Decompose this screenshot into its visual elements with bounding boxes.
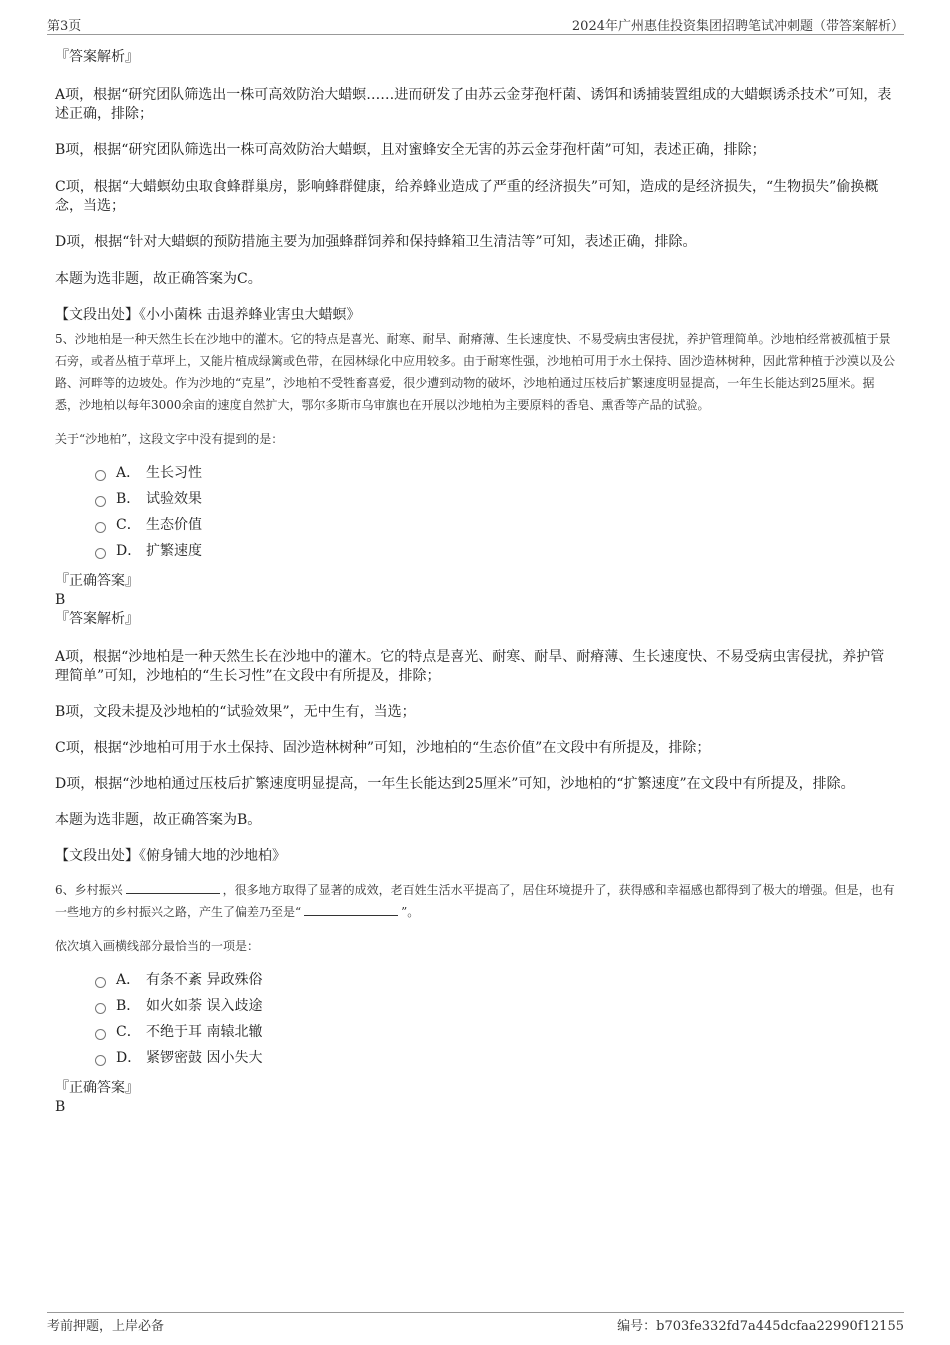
q5-option-d[interactable]: D． 扩繁速度 bbox=[95, 538, 895, 564]
q5-analysis-a: A项，根据“沙地柏是一种天然生长在沙地中的灌木。它的特点是喜光、耐寒、耐旱、耐瘠薄、生长速度快、不易受病虫害侵扰，养护管理简单”可知，沙地柏的“生长习性”在文段中有所提及，排除； bbox=[55, 649, 885, 684]
q6-passage: 6、乡村振兴 ，很多地方取得了显著的成效，老百姓生活水平提高了，居住环境提升了，获得感和幸福感也都得到了极大的增强。但是，也有一些地方的乡村振兴之路，产生了偏差乃至是“ ”。 bbox=[55, 883, 895, 919]
radio-icon[interactable] bbox=[95, 1055, 106, 1066]
q6-question: 依次填入画横线部分最恰当的一项是： bbox=[55, 939, 260, 953]
radio-icon[interactable] bbox=[95, 548, 106, 559]
q4-analysis-d: D项，根据“针对大蜡螟的预防措施主要为加强蜂群饲养和保持蜂箱卫生清洁等”可知，表述正确，排除。 bbox=[55, 234, 697, 250]
q5-passage: 5、沙地柏是一种天然生长在沙地中的灌木。它的特点是喜光、耐寒、耐旱、耐瘠薄、生长速度快、不易受病虫害侵扰，养护管理简单。沙地柏经常被孤植于景石旁，或者丛植于草坪上，又能片植成绿篱或色带，在园林绿化中应用较多。由于耐寒性强，沙地柏可用于水土保持、固沙造林树种，因此常种植于沙漠以及公路、河畔等的边坡处。作为沙地的“克星”，沙地柏不受牲畜喜爱，很少遭到动物的破坏，沙地柏通过压枝后扩繁速度明显提高，一年生长能达到25厘米。据悉，沙地柏以每年3000余亩的速度自然扩大，鄂尔多斯市乌审旗也在开展以沙地柏为主要原料的香皂、熏香等产品的试验。 bbox=[55, 332, 896, 412]
q5-analysis-b: B项，文段未提及沙地柏的“试验效果”，无中生有，当选； bbox=[55, 704, 416, 720]
q5-option-a[interactable]: A． 生长习性 bbox=[95, 460, 895, 486]
radio-icon[interactable] bbox=[95, 1003, 106, 1014]
q6-options bbox=[95, 967, 895, 1071]
q5-question: 关于“沙地柏”，这段文字中没有提到的是： bbox=[55, 432, 284, 446]
page-header bbox=[47, 14, 904, 35]
q6-option-c[interactable]: C． 不绝于耳 南辕北辙 bbox=[95, 1019, 895, 1045]
q4-conclusion: 本题为选非题，故正确答案为C。 bbox=[55, 271, 262, 287]
q6-answer: B bbox=[55, 1099, 66, 1115]
q4-analysis-label: 『答案解析』 bbox=[55, 49, 139, 65]
footer-code: 编号：b703fe332fd7a445dcfaa22990f12155 bbox=[617, 1319, 904, 1334]
q4-analysis-b: B项，根据“研究团队筛选出一株可高效防治大蜡螟，且对蜜蜂安全无害的苏云金芽孢杆菌”可知，表述正确，排除； bbox=[55, 142, 766, 158]
q4-source: 【文段出处】《小小菌株 击退养蜂业害虫大蜡螟》 bbox=[55, 307, 361, 323]
radio-icon[interactable] bbox=[95, 1029, 106, 1040]
radio-icon[interactable] bbox=[95, 977, 106, 988]
document-title: 2024年广州惠佳投资集团招聘笔试冲刺题（带答案解析） bbox=[571, 19, 904, 34]
q5-answer: B bbox=[55, 592, 66, 608]
page-footer bbox=[47, 1312, 904, 1333]
q5-option-c[interactable]: C． 生态价值 bbox=[95, 512, 895, 538]
page-number: 第3页 bbox=[47, 19, 82, 34]
fill-blank-2 bbox=[304, 903, 398, 916]
q5-conclusion: 本题为选非题，故正确答案为B。 bbox=[55, 812, 262, 828]
q5-answer-label: 『正确答案』 bbox=[55, 573, 139, 589]
q6-option-a[interactable]: A． 有条不紊 异政殊俗 bbox=[95, 967, 895, 993]
q6-option-b[interactable]: B． 如火如荼 误入歧途 bbox=[95, 993, 895, 1019]
main-content bbox=[55, 44, 895, 1117]
radio-icon[interactable] bbox=[95, 470, 106, 481]
radio-icon[interactable] bbox=[95, 496, 106, 507]
q6-option-d[interactable]: D． 紧锣密鼓 因小失大 bbox=[95, 1045, 895, 1071]
fill-blank-1 bbox=[126, 881, 220, 894]
q5-analysis-label: 『答案解析』 bbox=[55, 611, 139, 627]
q5-option-b[interactable]: B． 试验效果 bbox=[95, 486, 895, 512]
radio-icon[interactable] bbox=[95, 522, 106, 533]
q5-analysis-d: D项，根据“沙地柏通过压枝后扩繁速度明显提高，一年生长能达到25厘米”可知，沙地柏的“扩繁速度”在文段中有所提及，排除。 bbox=[55, 776, 855, 792]
q5-source: 【文段出处】《俯身铺大地的沙地柏》 bbox=[55, 848, 286, 864]
q4-analysis-a: A项，根据“研究团队筛选出一株可高效防治大蜡螟……进而研发了由苏云金芽孢杆菌、诱饵和诱捕装置组成的大蜡螟诱杀技术”可知，表述正确，排除； bbox=[55, 87, 892, 122]
footer-slogan: 考前押题，上岸必备 bbox=[47, 1319, 165, 1334]
q4-analysis-c: C项，根据“大蜡螟幼虫取食蜂群巢房，影响蜂群健康，给养蜂业造成了严重的经济损失”可知，造成的是经济损失，“生物损失”偷换概念，当选； bbox=[55, 179, 879, 214]
q6-answer-label: 『正确答案』 bbox=[55, 1080, 139, 1096]
q5-analysis-c: C项，根据“沙地柏可用于水土保持、固沙造林树种”可知，沙地柏的“生态价值”在文段中有所提及，排除； bbox=[55, 740, 711, 756]
q5-options bbox=[95, 460, 895, 564]
